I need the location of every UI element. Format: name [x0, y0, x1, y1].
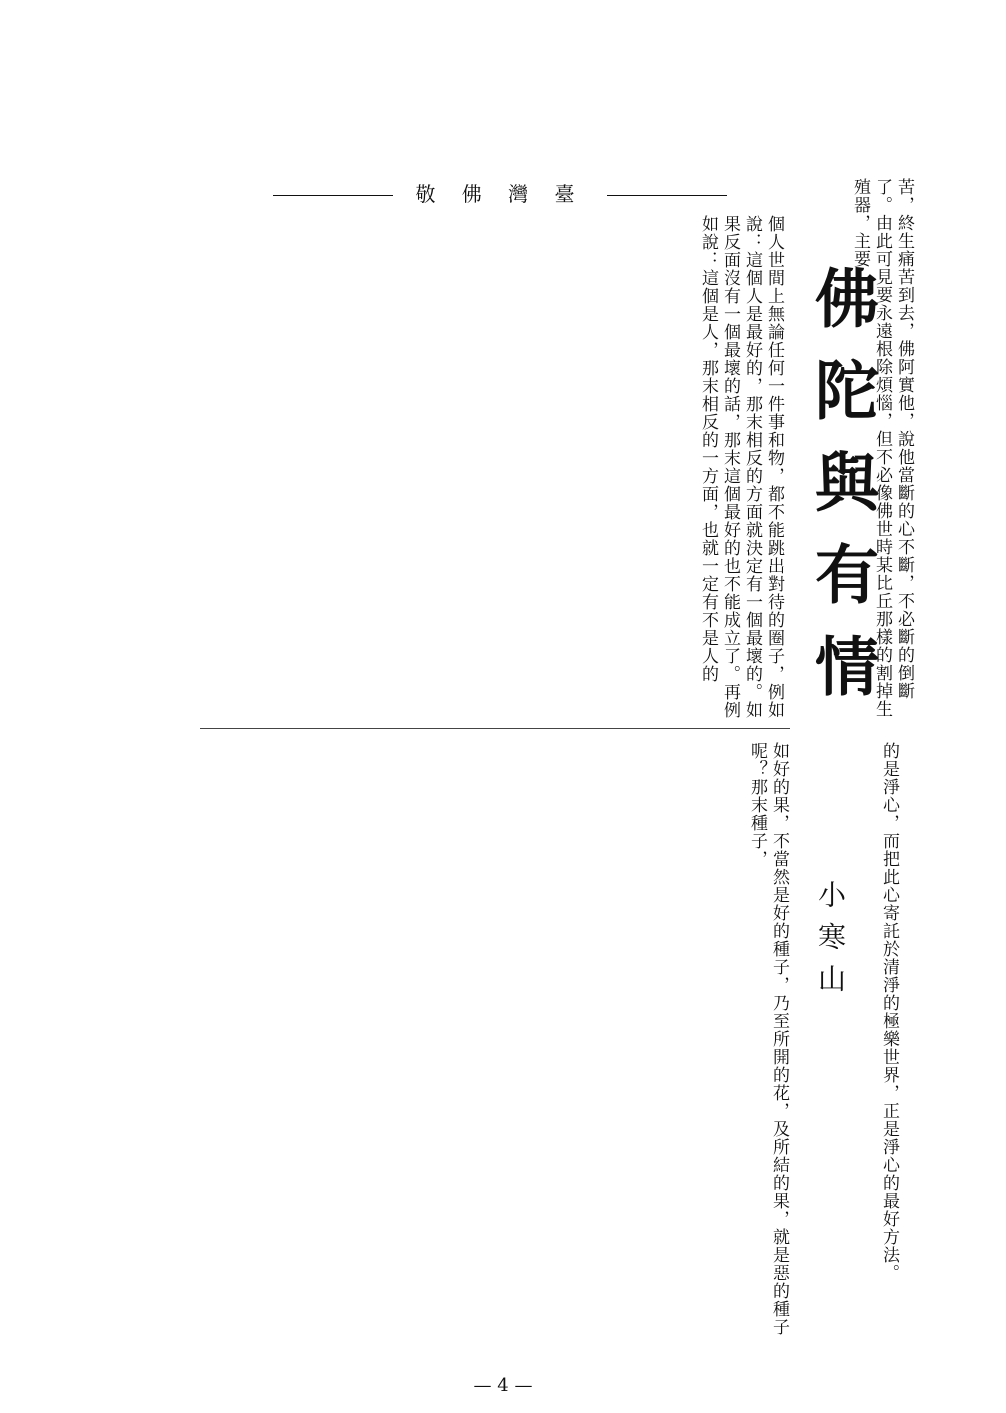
article-body-bottom: 如好的果，不當然是好的種子，乃至所開的花，及所結的果，就是惡的種子呢？那末種子，	[747, 742, 789, 1336]
section-divider	[200, 728, 790, 729]
journal-header	[200, 178, 800, 207]
header-rule-right	[607, 195, 727, 196]
top-continuation-text: 苦，終生痛苦到去，佛阿實他，說他當斷的心不斷，不必斷的倒斷了。由此可見要永遠根除煩惱，但不必像佛世時某比丘那樣的割掉生殖器，主要	[850, 178, 914, 718]
article-author: 小寒山	[814, 880, 847, 1006]
article-title: 佛陀與有情	[804, 265, 879, 725]
article-body-top: 個人世間上無論任何一件事和物，都不能跳出對待的圈子，例如說：這個人是最好的，那末相反的方面就決定有一個最壞的。如果反面沒有一個最壞的話，那末這個最好的也不能成立了。再例如說：這個是人，那末相反的一方面，也就一定有不是人的	[698, 215, 784, 719]
journal-title: 敬 佛 灣 臺	[415, 182, 585, 206]
page-number: — 4 —	[473, 1375, 533, 1396]
bottom-right-text: 的是淨心，而把此心寄託於清淨的極樂世界，正是淨心的最好方法。	[879, 742, 899, 1282]
header-rule-left	[273, 195, 393, 196]
